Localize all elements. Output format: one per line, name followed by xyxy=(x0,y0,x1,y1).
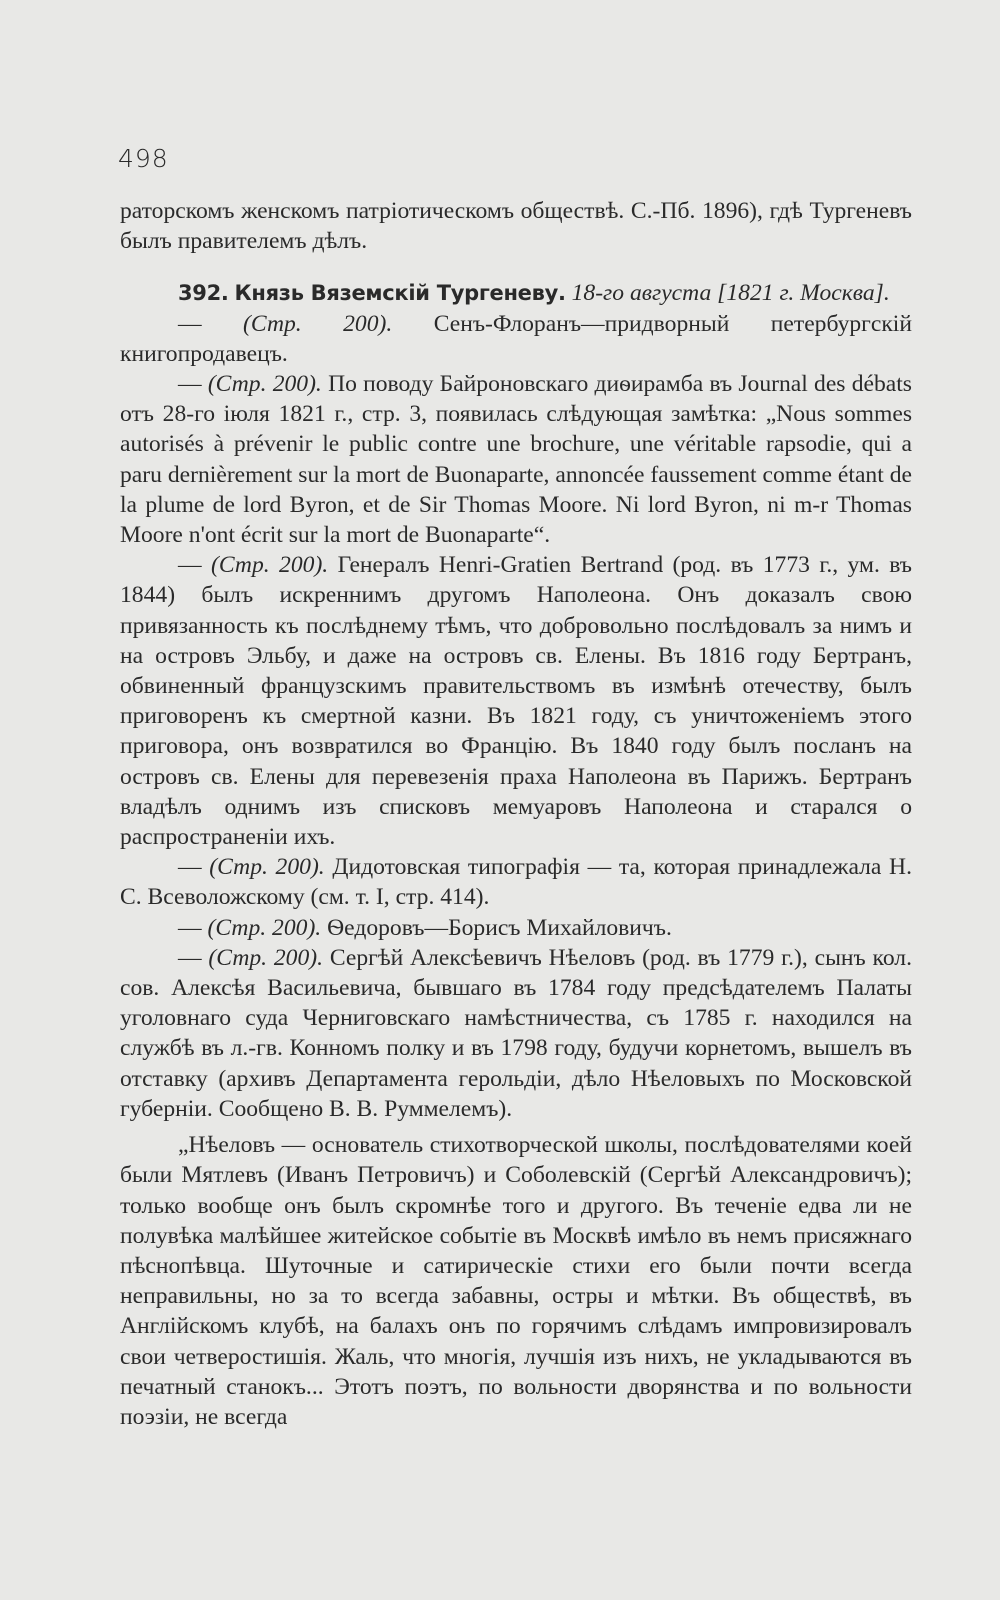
note-text: Сергѣй Алексѣевичъ Нѣеловъ (род. въ 1779 г.), сынъ кол. сов. Алексѣя Васильевича, бывшаго въ 1784 году предсѣдателемъ Палаты уголовнаго суда Черниговскаго намѣстничества, съ 1785 г. находился на службѣ въ л.-гв. Конномъ полку и въ 1798 году, будучи корнетомъ, вышелъ въ отставку (архивъ Департамента герольдіи, дѣло Нѣеловыхъ по Московской губерніи. Сообщено В. В. Руммелемъ). xyxy=(120,944,912,1122)
continued-paragraph: раторскомъ женскомъ патріотическомъ обществѣ. С.-Пб. 1896), гдѣ Тургеневъ былъ правителемъ дѣлъ. xyxy=(120,198,912,255)
note-text: Дидотовская типографія — та, которая принадлежала Н. С. Всеволожскому (см. т. I, стр. 414). xyxy=(120,854,912,911)
quote-paragraph: „Нѣеловъ — основатель стихотворческой школы, послѣдователями коей были Мятлевъ (Иванъ Петровичъ) и Соболевскій (Сергѣй Александровичъ); только вообще онъ былъ скромнѣе того и другого. Въ теченіе едва ли не полувѣка малѣйшее житейское событіе въ Москвѣ имѣло въ немъ присяжнаго пѣснопѣвца. Шуточные и сатирическіе стихи его были почти всегда неправильны, но за то всегда забавны, остры и мѣтки. Въ обществѣ, въ Англійскомъ клубѣ, на балахъ онъ по горячимъ слѣдамъ импровизировалъ свои четверостишія. Жаль, что многія, лучшія изъ нихъ, не укладываются въ печатный станокъ... Этотъ поэтъ, по вольности дворянства и по вольности поэзіи, не всегда xyxy=(120,1132,912,1430)
letter-date: 18-го августа xyxy=(571,280,712,307)
page-body xyxy=(120,196,912,1432)
note-text: Ѳедоровъ—Борисъ Михайловичъ. xyxy=(327,914,672,941)
page-number: 498 xyxy=(118,144,169,173)
letter-place: [1821 г. Москва]. xyxy=(717,280,890,307)
note-ref: (Стр. 200). xyxy=(209,854,325,881)
letter-heading xyxy=(120,278,912,308)
note-paragraph: — (Стр. 200). Сенъ-Флоранъ—придворный петербургскій книгопродавецъ. xyxy=(120,310,912,367)
note-paragraph: — (Стр. 200). Генералъ Henri-Gratien Bertrand (род. въ 1773 г., ум. въ 1844) былъ искреннимъ другомъ Наполеона. Онъ доказалъ свою привязанность къ послѣднему тѣмъ, что добровольно послѣдовалъ за нимъ и на островъ Эльбу, и даже на островъ св. Елены. Въ 1816 году Бертранъ, обвиненный французскимъ правительствомъ въ измѣнѣ отечеству, былъ приговоренъ къ смертной казни. Въ 1821 году, съ уничтоженіемъ этого приговора, онъ возвратился во Францію. Въ 1840 году былъ посланъ на островъ св. Елены для перевезенія праха Наполеона въ Парижъ. Бертранъ владѣлъ однимъ изъ списковъ мемуаровъ Наполеона и старался о распространеніи ихъ. xyxy=(120,552,912,851)
note-ref: (Стр. 200). xyxy=(243,310,393,337)
note-text: По поводу Байроновскаго диѳирамба въ Journal des débats отъ 28-го іюля 1821 г., стр. 3, появилась слѣдующая замѣтка: „Nous sommes autorisés à prévenir le public contre une brochure, une véritable rapsodie, qui a paru dernièrement sur la mort de Buonaparte, annoncée faussement comme étant de la plume de lord Byron, et de Sir Thomas Moore. Ni lord Byron, ni m-r Thomas Moore n'ont écrit sur la mort de Buonaparte“. xyxy=(120,371,912,549)
note-text: Сенъ-Флоранъ—придворный петербургскій книгопродавецъ. xyxy=(120,310,912,367)
letter-number: 392. xyxy=(178,281,229,306)
note-paragraph: — (Стр. 200). Сергѣй Алексѣевичъ Нѣеловъ (род. въ 1779 г.), сынъ кол. сов. Алексѣя Васильевича, бывшаго въ 1784 году предсѣдателемъ Палаты уголовнаго суда Черниговскаго намѣстничества, съ 1785 г. находился на службѣ въ л.-гв. Конномъ полку и въ 1798 году, будучи корнетомъ, вышелъ въ отставку (архивъ Департамента герольдіи, дѣло Нѣеловыхъ по Московской губерніи. Сообщено В. В. Руммелемъ). xyxy=(120,944,912,1122)
note-paragraph: — (Стр. 200). Дидотовская типографія — та, которая принадлежала Н. С. Всеволожскому (см. т. I, стр. 414). xyxy=(120,854,912,911)
note-paragraph: — (Стр. 200). По поводу Байроновскаго диѳирамба въ Journal des débats отъ 28-го іюля 1821 г., стр. 3, появилась слѣдующая замѣтка: „Nous sommes autorisés à prévenir le public contre une brochure, une véritable rapsodie, qui a paru dernièrement sur la mort de Buonaparte, annoncée faussement comme étant de la plume de lord Byron, et de Sir Thomas Moore. Ni lord Byron, ni m-r Thomas Moore n'ont écrit sur la mort de Buonaparte“. xyxy=(120,371,912,549)
note-ref: (Стр. 200). xyxy=(207,371,322,398)
note-ref: (Стр. 200). xyxy=(211,552,329,579)
note-ref: (Стр. 200). xyxy=(208,944,324,971)
letter-title: Князь Вяземскій Тургеневу. xyxy=(234,281,566,306)
note-ref: (Стр. 200). xyxy=(207,914,322,941)
note-text: Генералъ Henri-Gratien Bertrand (род. въ 1773 г., ум. въ 1844) былъ искреннимъ другомъ Наполеона. Онъ доказалъ свою привязанность къ послѣднему тѣмъ, что добровольно послѣдовалъ за нимъ и на островъ Эльбу, и даже на островъ св. Елены. Въ 1816 году Бертранъ, обвиненный французскимъ правительствомъ въ измѣнѣ отечеству, былъ приговоренъ къ смертной казни. Въ 1821 году, съ уничтоженіемъ этого приговора, онъ возвратился во Францію. Въ 1840 году былъ посланъ на островъ св. Елены для перевезенія праха Наполеона въ Парижъ. Бертранъ владѣлъ однимъ изъ списковъ мемуаровъ Наполеона и старался о распространеніи ихъ. xyxy=(120,552,912,851)
note-paragraph: — (Стр. 200). Ѳедоровъ—Борисъ Михайловичъ. xyxy=(178,914,672,941)
